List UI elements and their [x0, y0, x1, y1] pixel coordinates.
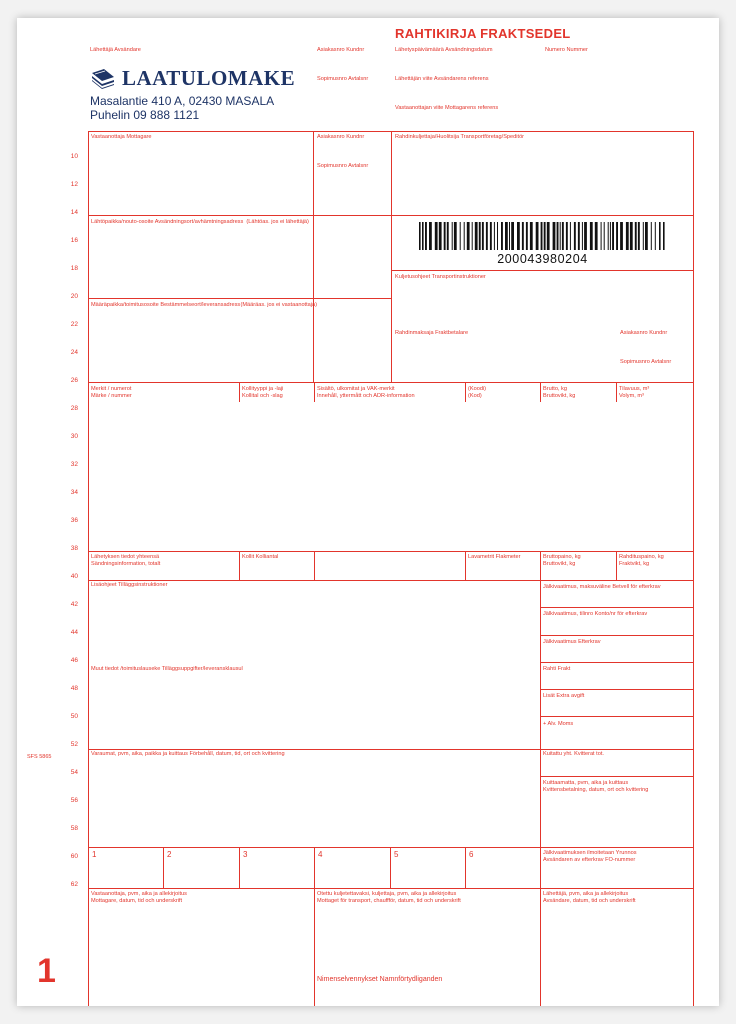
row-number: 58	[70, 825, 78, 832]
barcode-bar	[612, 222, 614, 250]
receiver-ref-label: Vastaanottajan viite Mottagarens referens	[395, 105, 499, 111]
sender-label: Lähettäjä Avsändare	[90, 47, 141, 53]
numbered-cell-3: 3	[243, 850, 248, 859]
barcode-bar	[630, 222, 633, 250]
barcode-bar	[562, 222, 564, 250]
goods-header-contents-l2: Innehåll, yttermått och ADR-information	[317, 392, 415, 399]
cod-vat: + Alv. Moms	[543, 721, 574, 727]
row-number: 14	[70, 209, 78, 216]
signature-receiver-l2: Mottagare, datum, tid och underskrift	[91, 897, 183, 904]
barcode-bar	[479, 222, 481, 250]
row-number: 28	[70, 405, 78, 412]
barcode-bar	[620, 222, 623, 250]
row-number: 46	[70, 657, 78, 664]
row-number: 54	[70, 769, 78, 776]
row-number: 60	[70, 853, 78, 860]
row-number: 52	[70, 741, 78, 748]
row-number: 44	[70, 629, 78, 636]
goods-header-gross-l1: Brutto, kg	[543, 386, 567, 392]
copy-number: 1	[37, 952, 56, 990]
row-number: 62	[70, 881, 78, 888]
barcode-bar	[604, 222, 605, 250]
barcode-bar	[464, 222, 465, 250]
totals-chargeable-weight-l2: Fraktvikt, kg	[619, 560, 650, 567]
barcode-bar	[497, 222, 498, 250]
barcode-bar	[578, 222, 580, 250]
barcode-bar	[584, 222, 587, 250]
row-number: 10	[70, 153, 78, 160]
pickup-note: (Lähtöas. jos ei lähettäjä)	[246, 219, 309, 225]
barcode-bar	[655, 222, 656, 250]
goods-header-contents	[317, 386, 415, 399]
name-clarification-label: Nimenselvennykset Namnförtydliganden	[317, 976, 443, 983]
pickup-label	[91, 219, 309, 226]
book-stack-icon	[90, 67, 116, 89]
goods-header-volume-l1: Tilavuus, m³	[619, 386, 650, 392]
barcode-bar	[454, 222, 457, 250]
totals-gross-weight-l2: Bruttovikt, kg	[543, 560, 576, 567]
freight-payer-label: Rahdinmaksaja Fraktbetalare	[395, 330, 469, 336]
row-number: 50	[70, 713, 78, 720]
goods-header-code-l2: (Kod)	[468, 392, 482, 399]
barcode-bar	[526, 222, 528, 250]
row-number: 32	[70, 461, 78, 468]
barcode-bar	[452, 222, 453, 250]
barcode-bar	[505, 222, 508, 250]
barcode-bar	[645, 222, 648, 250]
goods-header-code	[468, 386, 486, 399]
barcode-bar	[447, 222, 449, 250]
totals-shipment-info	[91, 554, 160, 567]
cod-notice-l1: Jälkivaatimuksen ilmoitetaan Yrunnos	[543, 850, 637, 856]
goods-header-gross	[543, 386, 575, 399]
barcode-bar	[439, 222, 442, 250]
shipping-date-label: Lähetyspäivämäärä Avsändningsdatum	[395, 47, 493, 53]
row-number: 22	[70, 321, 78, 328]
barcode-number: 200043980204	[497, 252, 588, 266]
barcode-bar	[460, 222, 461, 250]
goods-header-gross-l2: Bruttovikt, kg	[543, 392, 576, 399]
damage-receipt-total: Kuitattu yht. Kvitterat tot.	[543, 751, 604, 757]
number-label: Numero Nummer	[545, 47, 588, 53]
reservations-label: Varaumat, pvm, aika, paikka ja kuittaus Förbehåll, datum, tid, ort och kvittering	[91, 751, 285, 757]
barcode-bar	[610, 222, 611, 250]
destination-label-text: Määräpaikka/toimitusosoite Bestämmelseort/leveransadress	[91, 302, 241, 308]
totals-chargeable-weight	[619, 554, 664, 567]
signature-sender	[543, 891, 636, 904]
barcode-bar	[544, 222, 546, 250]
additional-instructions-label: Lisäohjeet Tilläggsinstruktioner	[91, 582, 168, 588]
numbered-cell-1: 1	[92, 850, 97, 859]
barcode-bar	[486, 222, 488, 250]
barcode-bar	[582, 222, 583, 250]
goods-header-marks-l1: Merkit / numerot	[91, 386, 132, 392]
signature-driver	[317, 891, 461, 904]
cod-account-no: Jälkivaatimus, tilinro Konto/nr för efterkrav	[543, 611, 648, 617]
row-number: 34	[70, 489, 78, 496]
damage-unreceipted	[543, 780, 648, 793]
barcode-bar	[659, 222, 661, 250]
barcode-bar	[595, 222, 598, 250]
transport-instructions-label: Kuljetusohjeet Transportinstruktioner	[395, 274, 486, 280]
barcode-bar	[553, 222, 556, 250]
row-number: 12	[70, 181, 78, 188]
barcode-bar	[419, 222, 421, 250]
header-customer-no-label: Asiakasnro Kundnr	[317, 47, 365, 53]
cod-notice	[543, 850, 637, 863]
barcode-bar	[467, 222, 470, 250]
signature-sender-l1: Lähettäjä, pvm, aika ja allekirjoitus	[543, 891, 629, 897]
row-number: 16	[70, 237, 78, 244]
cod-freight: Rahti Frakt	[543, 666, 571, 672]
barcode-bar	[590, 222, 593, 250]
signature-driver-l1: Otettu kuljetettavaksi, kuljettaja, pvm, aika ja allekirjoitus	[317, 891, 457, 897]
header-business-id-label: Sopimusnro Avtalsnr	[317, 76, 369, 82]
barcode-bar	[541, 222, 543, 250]
numbered-cell-6: 6	[469, 850, 474, 859]
numbered-cell-4: 4	[318, 850, 323, 859]
barcode-bar	[429, 222, 432, 250]
sfs-code: SFS 5865	[27, 754, 52, 760]
goods-header-code-l1: (Koodi)	[468, 386, 487, 392]
signature-receiver	[91, 891, 187, 904]
barcode-bar	[536, 222, 539, 250]
row-number: 38	[70, 545, 78, 552]
row-number: 30	[70, 433, 78, 440]
barcode-bar	[574, 222, 576, 250]
barcode-bar	[643, 222, 644, 250]
receiver-label: Vastaanottaja Mottagare	[91, 134, 152, 140]
barcode-bar	[511, 222, 514, 250]
cod-payment-method: Jälkivaatimus, maksuväline Betvell för efterkrav	[543, 584, 661, 590]
logo-text: LAATULOMAKE	[122, 66, 296, 90]
barcode-bar	[570, 222, 571, 250]
signature-receiver-l1: Vastaanottaja, pvm, aika ja allekirjoitus	[91, 891, 187, 897]
damage-unreceipted-l1: Kuittaamatta, pvm, aika ja kuittaus	[543, 780, 629, 786]
barcode-bar	[626, 222, 629, 250]
barcode-bar	[635, 222, 637, 250]
barcode-bar	[547, 222, 550, 250]
signature-driver-l2: Mottaget för transport, chauffför, datum, tid och underskrift	[317, 897, 461, 904]
totals-shipment-info-l1: Lähetyksen tiedot yhteensä	[91, 554, 160, 560]
goods-header-contents-l1: Sisältö, ulkomitat ja VAK-merkit	[317, 386, 395, 392]
barcode-bar	[494, 222, 495, 250]
barcode-bar	[444, 222, 446, 250]
goods-header-volume	[619, 386, 649, 399]
company-logo	[90, 66, 296, 92]
goods-header-marks-l2: Märke / nummer	[91, 392, 132, 399]
destination-note: (Määräas. jos ei vastaanottaja)	[240, 302, 317, 308]
totals-gross-weight-l1: Bruttopaino, kg	[543, 554, 581, 560]
numbered-cell-2: 2	[167, 850, 172, 859]
barcode-bar	[509, 222, 510, 250]
barcode-bar	[475, 222, 478, 250]
freight-payer-customer-no-label: Asiakasnro Kundnr	[620, 330, 668, 336]
numbered-cell-5: 5	[394, 850, 399, 859]
pickup-label-text: Lähtöpaikka/nouto-osoite Avsändningsort/avhämtningsadress	[91, 219, 244, 225]
row-number: 26	[70, 377, 78, 384]
row-number: 40	[70, 573, 78, 580]
row-number: 48	[70, 685, 78, 692]
receiver-business-id-label: Sopimusnro Avtalsnr	[317, 163, 369, 169]
cod-extra: Lisät Extra avgift	[543, 693, 585, 699]
other-services-label: Muut tiedot /toimituslauseke Tilläggsuppgifter/leveransklausul	[91, 666, 243, 672]
barcode-bar	[616, 222, 618, 250]
barcode-bar	[608, 222, 609, 250]
forwarder-label: Rahdinkuljettaja/Huolitsija Transportföretag/Speditör	[395, 134, 525, 140]
receiver-customer-no-label: Asiakasnro Kundnr	[317, 134, 365, 140]
company-address: Masalantie 410 A, 02430 MASALA	[90, 94, 275, 108]
goods-header-colli-l1: Kollityyppi ja -laji	[242, 386, 284, 392]
barcode-bar	[530, 222, 533, 250]
goods-header-colli-l2: Kollital och -slag	[242, 392, 283, 399]
barcode-bar	[490, 222, 492, 250]
barcode-bar	[435, 222, 438, 250]
barcode-bars	[415, 222, 670, 252]
waybill-sheet	[17, 18, 719, 1006]
totals-gross-weight	[543, 554, 581, 567]
barcode-bar	[517, 222, 520, 250]
goods-header-colli	[242, 386, 283, 399]
totals-chargeable-weight-l1: Rahdituspaino, kg	[619, 554, 664, 560]
cod-notice-l2: Avsändaren av efterkrav FO-nummer	[543, 856, 636, 863]
damage-unreceipted-l2: Kvittensbetalning, datum, ort och kvittering	[543, 786, 649, 793]
company-phone: Puhelin 09 888 1121	[90, 108, 200, 122]
barcode	[415, 222, 670, 272]
barcode-bar	[422, 222, 424, 250]
barcode-bar	[566, 222, 568, 250]
destination-label	[91, 302, 317, 309]
totals-colli-count: Kollit Kolliantal	[242, 554, 279, 560]
row-number: 36	[70, 517, 78, 524]
cod-amount: Jälkivaatimus Efterkrav	[543, 639, 601, 645]
totals-shipment-info-l2: Sändningsinformation, totalt	[91, 560, 161, 567]
sender-ref-label: Lähettäjän viite Avsändarens referens	[395, 76, 489, 82]
barcode-bar	[557, 222, 559, 250]
row-number: 20	[70, 293, 78, 300]
form-title: RAHTIKIRJA FRAKTSEDEL	[395, 26, 571, 41]
barcode-bar	[651, 222, 652, 250]
row-number: 42	[70, 601, 78, 608]
freight-payer-business-id-label: Sopimusnro Avtalsnr	[620, 359, 672, 365]
signature-sender-l2: Avsändare, datum, tid och underskrift	[543, 897, 636, 904]
goods-header-volume-l2: Volym, m³	[619, 392, 644, 399]
row-number: 24	[70, 349, 78, 356]
barcode-bar	[638, 222, 640, 250]
row-number: 56	[70, 797, 78, 804]
totals-loading-meters: Lavametrit Flakmeter	[468, 554, 521, 560]
barcode-bar	[560, 222, 561, 250]
barcode-bar	[522, 222, 524, 250]
barcode-bar	[425, 222, 427, 250]
row-number: 18	[70, 265, 78, 272]
goods-header-marks	[91, 386, 132, 399]
barcode-bar	[482, 222, 484, 250]
barcode-bar	[472, 222, 473, 250]
barcode-bar	[601, 222, 602, 250]
barcode-bar	[663, 222, 665, 250]
barcode-bar	[501, 222, 503, 250]
